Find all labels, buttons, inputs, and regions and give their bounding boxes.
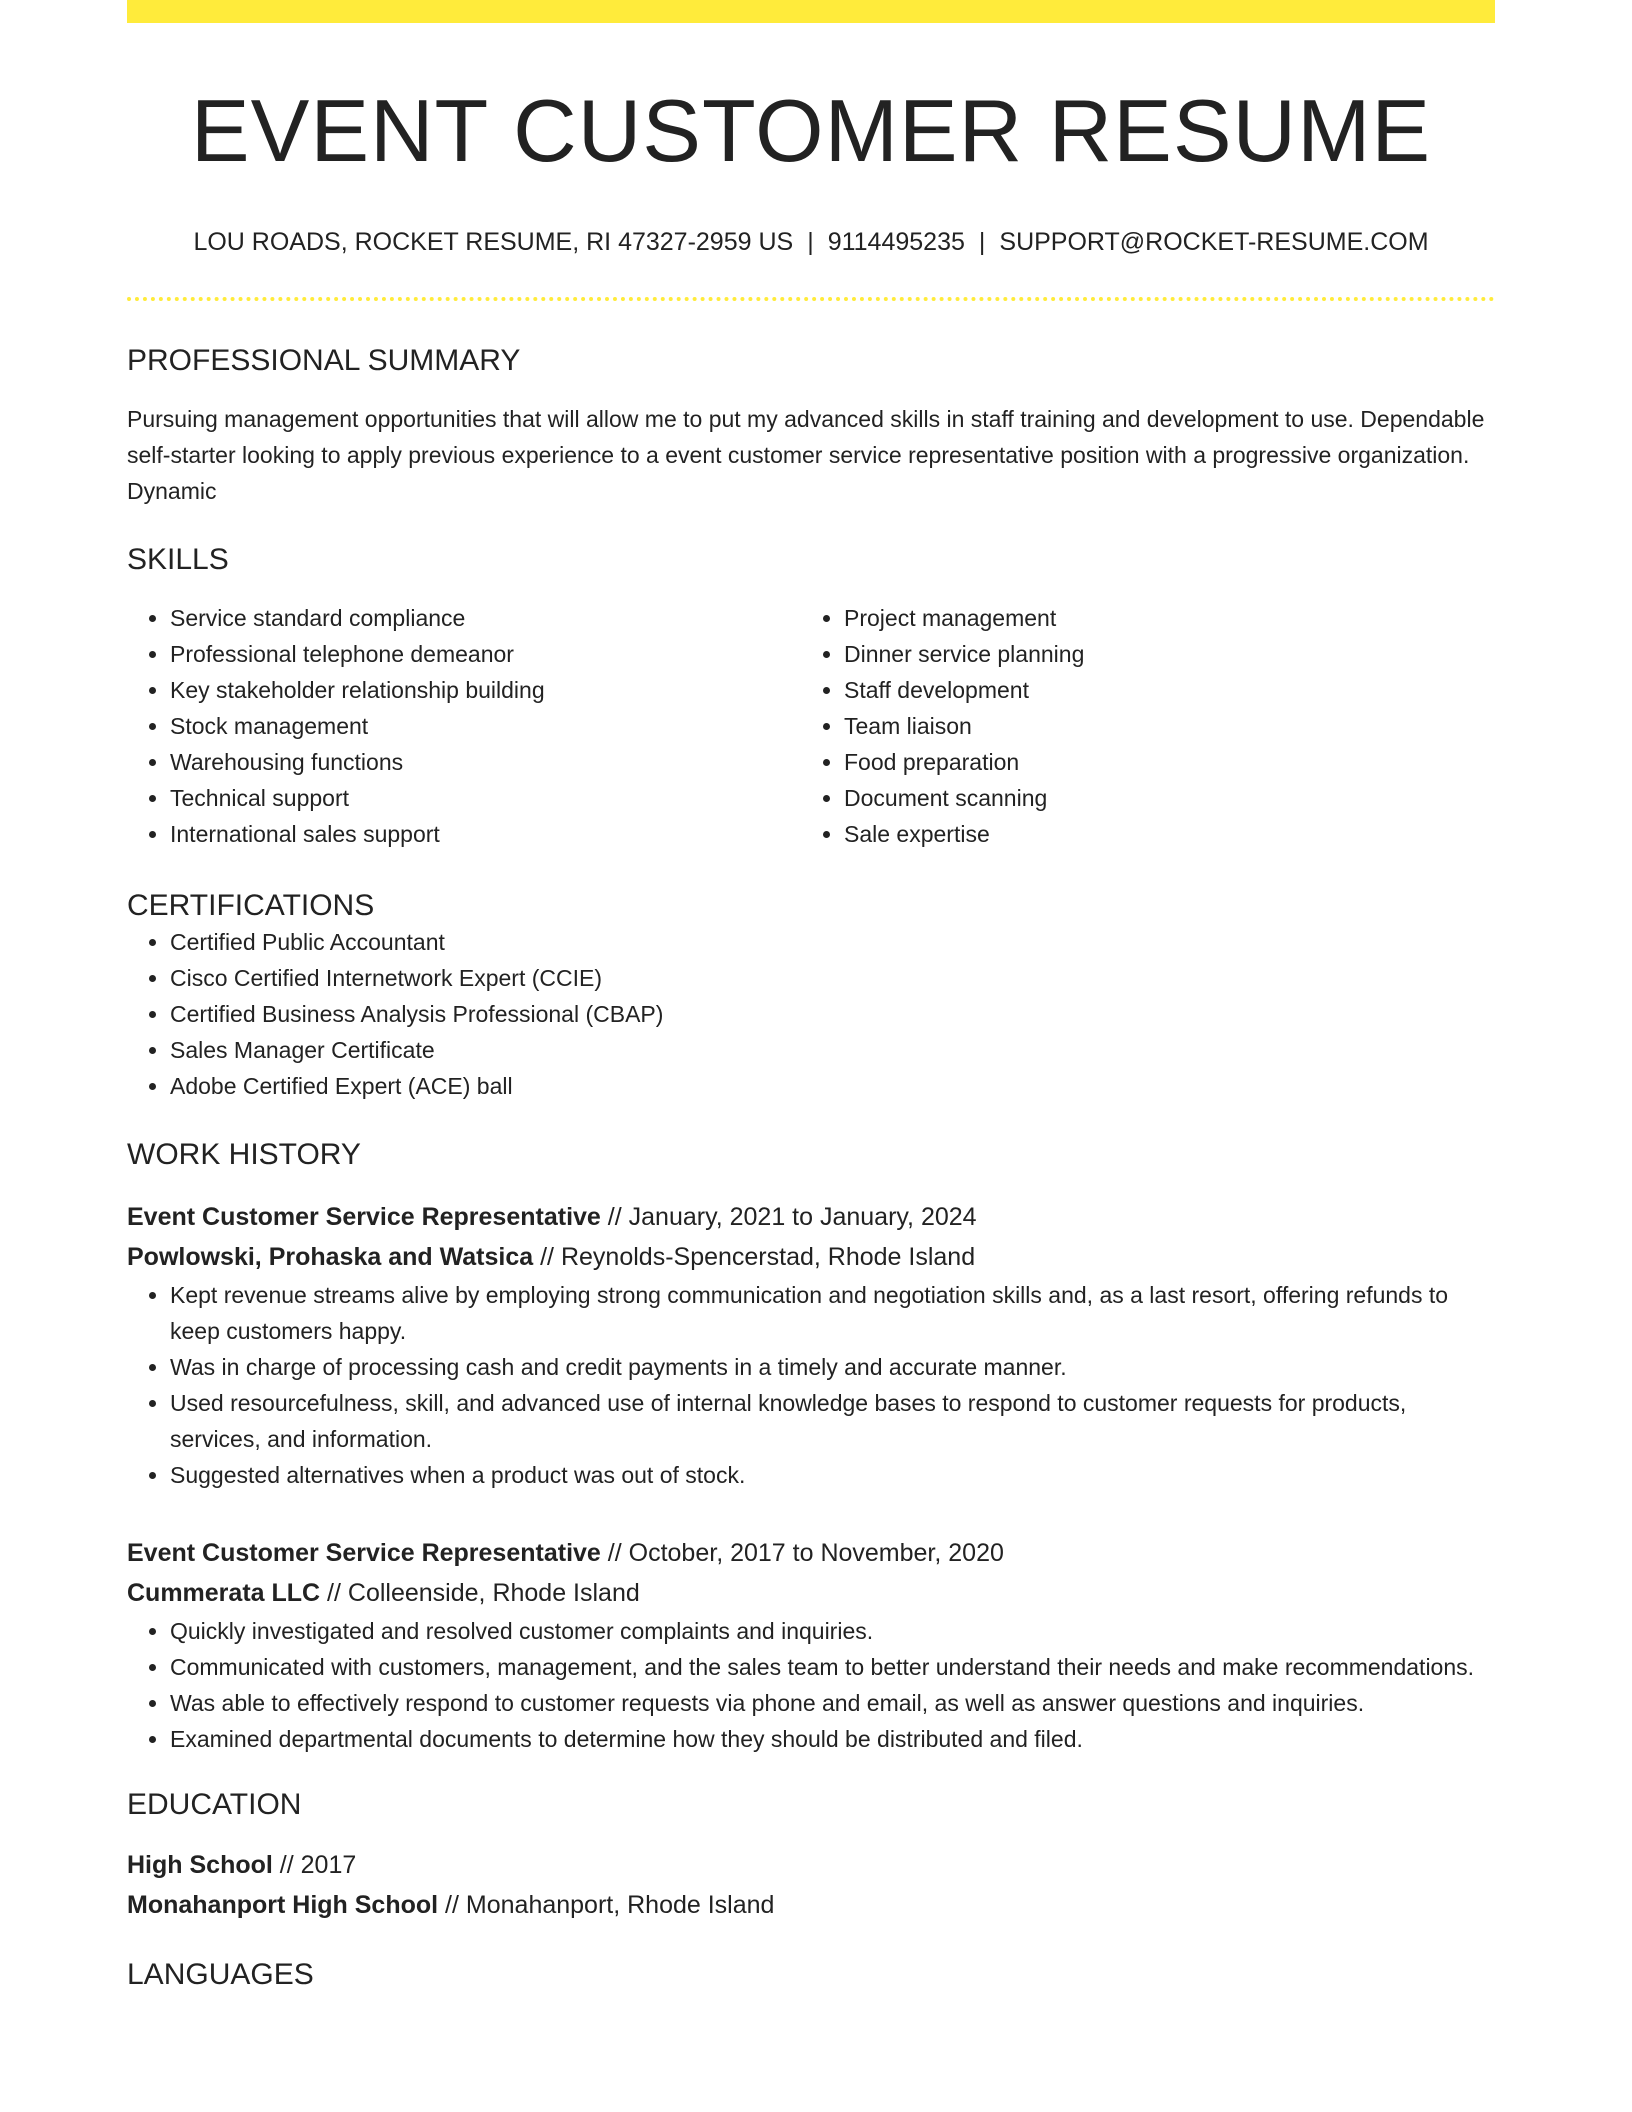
skills-list-right: [801, 600, 1475, 852]
job-company: Cummerata LLC: [127, 1579, 321, 1608]
contact-phone: 9114495235: [827, 228, 965, 257]
summary-text: Pursuing management opportunities that will allow me to put my advanced skills in staff training and development to use. Dependable self-starter looking to apply previous experience to a event customer service representative position with a progressive organization. Dynamic: [127, 406, 1485, 505]
skill-item: • Key stakeholder relationship building: [170, 672, 801, 708]
skills-grid: [127, 600, 1495, 852]
work-history-heading: WORK HISTORY: [127, 1138, 361, 1172]
job-role: Event Customer Service Representative: [127, 1203, 601, 1232]
job-dates: October, 2017 to November, 2020: [628, 1539, 1004, 1568]
certification-item: • Certified Public Accountant: [170, 924, 1495, 960]
skill-item: • Food preparation: [844, 744, 1475, 780]
job-company-line: [127, 1573, 1495, 1613]
skills-column-left: [127, 600, 801, 852]
education-entry: [127, 1845, 1495, 1925]
job-role: Event Customer Service Representative: [127, 1539, 601, 1568]
education-year: 2017: [300, 1851, 357, 1880]
job-separator: //: [540, 1243, 555, 1272]
job-location: Colleenside, Rhode Island: [347, 1579, 640, 1608]
job-title-line: [127, 1533, 1495, 1573]
education-heading: EDUCATION: [127, 1788, 302, 1822]
job-entry: [127, 1197, 1495, 1493]
skill-item: • Stock management: [170, 708, 801, 744]
job-bullet: • Kept revenue streams alive by employing strong communication and negotiation skills and, as a last resort, offering refunds to keep customers happy.: [170, 1277, 1495, 1349]
certification-item: • Adobe Certified Expert (ACE) ball: [170, 1068, 1495, 1104]
education-school-line: [127, 1885, 1495, 1925]
job-bullets: [127, 1277, 1495, 1493]
languages-heading: LANGUAGES: [127, 1958, 314, 1992]
contact-address: LOU ROADS, ROCKET RESUME, RI 47327-2959 US: [193, 228, 794, 257]
job-title-line: [127, 1197, 1495, 1237]
job-separator: //: [327, 1579, 341, 1608]
skill-item: • Project management: [844, 600, 1475, 636]
education-separator: //: [279, 1851, 294, 1880]
education-location: Monahanport, Rhode Island: [465, 1891, 775, 1920]
job-bullet: • Quickly investigated and resolved customer complaints and inquiries.: [170, 1613, 1495, 1649]
skills-list-left: [127, 600, 801, 852]
job-bullet: • Was in charge of processing cash and credit payments in a timely and accurate manner.: [170, 1349, 1495, 1385]
certifications-list: [127, 924, 1495, 1104]
job-bullets: [127, 1613, 1495, 1757]
education-degree: High School: [127, 1851, 273, 1880]
job-entry: [127, 1533, 1495, 1757]
skills-column-right: [801, 600, 1475, 852]
job-bullet: • Examined departmental documents to determine how they should be distributed and filed.: [170, 1721, 1495, 1757]
certifications-heading: CERTIFICATIONS: [127, 889, 375, 923]
skill-item: • International sales support: [170, 816, 801, 852]
resume-content: [127, 23, 1495, 1993]
skill-item: • Warehousing functions: [170, 744, 801, 780]
job-bullet: • Was able to effectively respond to customer requests via phone and email, as well as answer questions and inquiries.: [170, 1685, 1495, 1721]
job-separator: //: [607, 1539, 622, 1568]
job-dates: January, 2021 to January, 2024: [628, 1203, 977, 1232]
skill-item: • Professional telephone demeanor: [170, 636, 801, 672]
skill-item: • Service standard compliance: [170, 600, 801, 636]
header-divider: [127, 297, 1495, 301]
education-degree-line: [127, 1845, 1495, 1885]
job-bullet: • Used resourcefulness, skill, and advanced use of internal knowledge bases to respond to customer requests for products, services, and information.: [170, 1385, 1495, 1457]
job-bullet: • Communicated with customers, management, and the sales team to better understand their needs and make recommendations.: [170, 1649, 1495, 1685]
job-bullet: • Suggested alternatives when a product was out of stock.: [170, 1457, 1495, 1493]
skill-item: • Sale expertise: [844, 816, 1475, 852]
job-company-line: [127, 1237, 1495, 1277]
skill-item: • Staff development: [844, 672, 1475, 708]
certification-item: • Sales Manager Certificate: [170, 1032, 1495, 1068]
contact-email: SUPPORT@ROCKET-RESUME.COM: [999, 228, 1429, 257]
job-location: Reynolds-Spencerstad, Rhode Island: [560, 1243, 976, 1272]
skill-item: • Dinner service planning: [844, 636, 1475, 672]
contact-line: [127, 227, 1495, 257]
summary-heading: PROFESSIONAL SUMMARY: [127, 344, 521, 378]
contact-separator: |: [978, 228, 986, 257]
education-school: Monahanport High School: [127, 1891, 439, 1920]
certification-item: • Certified Business Analysis Professional (CBAP): [170, 996, 1495, 1032]
contact-separator: |: [807, 228, 814, 257]
skill-item: • Team liaison: [844, 708, 1475, 744]
resume-name: EVENT CUSTOMER RESUME: [190, 81, 1432, 180]
skill-item: • Technical support: [170, 780, 801, 816]
job-separator: //: [607, 1203, 622, 1232]
education-separator: //: [445, 1891, 459, 1920]
accent-bar: [127, 0, 1495, 23]
skills-heading: SKILLS: [127, 543, 229, 577]
job-company: Powlowski, Prohaska and Watsica: [127, 1243, 534, 1272]
skill-item: • Document scanning: [844, 780, 1475, 816]
certification-item: • Cisco Certified Internetwork Expert (CCIE): [170, 960, 1495, 996]
